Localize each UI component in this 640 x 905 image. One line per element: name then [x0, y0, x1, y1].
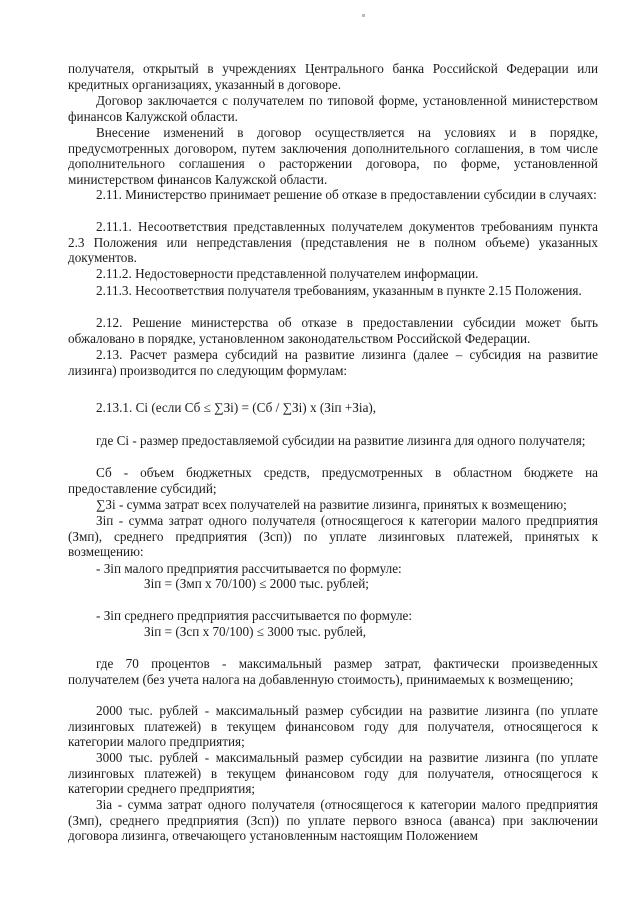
paragraph-contract: Договор заключается с получателем по типовой форме, установленной министерством финансов Калужской области. [68, 93, 598, 124]
paragraph-zip-def: Зiп - сумма затрат одного получателя (относящегося к категории малого предприятия (Змп), среднего предприятия (Зсп)) по уплате лизинговых платежей, принятых к возмещению: [68, 513, 598, 560]
paragraph-medium-formula-intro: - Зiп среднего предприятия рассчитывается по формуле: [96, 608, 413, 623]
paragraph-2-13: 2.13. Расчет размера субсидий на развитие лизинга (далее – субсидия на развитие лизинга) производится по следующим формулам: [68, 347, 598, 378]
paragraph-2-11-3: 2.11.3. Несоответствия получателя требованиям, указанным в пункте 2.15 Положения. [96, 283, 582, 298]
paragraph-small-formula-intro: - Зiп малого предприятия рассчитывается по формуле: [96, 561, 402, 576]
paragraph-amendments: Внесение изменений в договор осуществляется на условиях и в порядке, предусмотренных договором, путем заключения дополнительного соглашения, в том числе дополнительного соглашения о расторжении договора, по форме, установленной министерством финансов Калужской области. [68, 125, 598, 187]
paragraph-70-percent: где 70 процентов - максимальный размер затрат, фактически произведенных получателем (без учета налога на добавленную стоимость), принимаемых к возмещению; [68, 656, 598, 687]
paragraph-sum-def: ∑Зi - сумма затрат всех получателей на развитие лизинга, принятых к возмещению; [96, 497, 567, 512]
scan-speck [362, 14, 365, 17]
paragraph-ci-def: где Ci - размер предоставляемой субсидии на развитие лизинга для одного получателя; [96, 433, 586, 448]
paragraph-2000: 2000 тыс. рублей - максимальный размер субсидии на развитие лизинга (по уплате лизинговых платежей) в текущем финансовом году для получателя, относящегося к категории малого предприятия; [68, 703, 598, 750]
paragraph-zia-def: Зia - сумма затрат одного получателя (относящегося к категории малого предприятия (Змп), среднего предприятия (Зсп)) по уплате первого взноса (аванса) при заключении договора лизинга, отвечающего установленным настоящим Положением [68, 797, 598, 844]
paragraph-2-11: 2.11. Министерство принимает решение об отказе в предоставлении субсидии в случаях: [96, 187, 597, 202]
paragraph-2-11-2: 2.11.2. Недостоверности представленной получателем информации. [96, 266, 479, 281]
formula-2-13-1: 2.13.1. Ci (если Сб ≤ ∑Зi) = (Сб / ∑Зi) х (Зiп +Зia), [96, 400, 377, 415]
paragraph-2-11-1: 2.11.1. Несоответствия представленных получателем документов требованиям пункта 2.3 Положения или непредставления (представления не в полном объеме) указанных документов. [68, 219, 598, 266]
paragraph-sb-def: Сб - объем бюджетных средств, предусмотренных в областном бюджете на предоставление субсидий; [68, 465, 598, 496]
paragraph-3000: 3000 тыс. рублей - максимальный размер субсидии на развитие лизинга (по уплате лизинговых платежей) в текущем финансовом году для получателя, относящегося к категории среднего предприятия; [68, 750, 598, 797]
formula-small: Зiп = (Змп х 70/100) ≤ 2000 тыс. рублей; [144, 576, 369, 591]
formula-medium: Зiп = (Зсп х 70/100) ≤ 3000 тыс. рублей, [144, 624, 367, 639]
paragraph-2-12: 2.12. Решение министерства об отказе в предоставлении субсидии может быть обжаловано в порядке, установленном законодательством Российской Федерации. [68, 315, 598, 346]
paragraph-account: получателя, открытый в учреждениях Центрального банка Российской Федерации или кредитных организациях, указанный в договоре. [68, 61, 598, 92]
